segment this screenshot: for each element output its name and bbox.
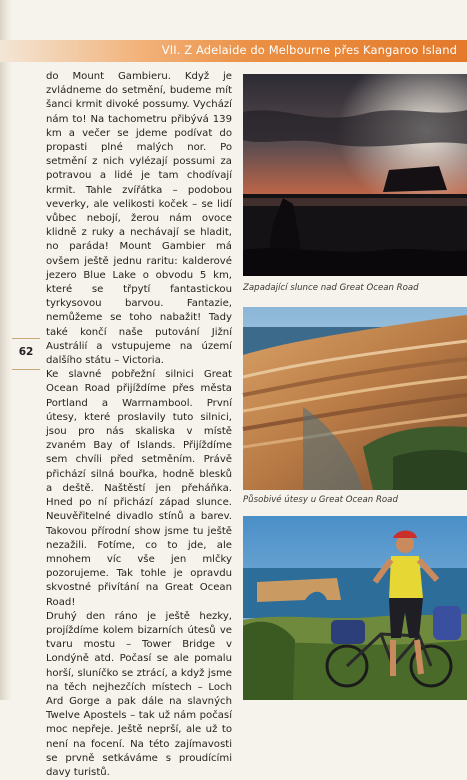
chapter-title: VII. Z Adelaide do Melbourne přes Kangaroo Island: [161, 43, 457, 57]
page-edge: [0, 0, 12, 700]
photo-cliffs: [243, 307, 467, 490]
photo-caption-1: Zapadající slunce nad Great Ocean Road: [243, 283, 419, 293]
article-body: [46, 70, 232, 778]
photo-caption-2: Působivé útesy u Great Ocean Road: [243, 495, 398, 505]
paragraph-3: Druhý den ráno je ještě hezky, projíždíme kolem bizarních útesů ve tvaru mostu – Tower Bridge v Londýně atd. Počasí se ale pomalu horší, sluníčko se ztrácí, a když jsme na těch nejhezčích místech – Loch Ard Gorge a pak dále na slavných Twelve Apostels – tak už nám počasí moc nepřeje. Ještě neprší, ale už to není na focení. Na této zajímavosti se prvně setkáváme s proudícími davy turistů.: [46, 610, 232, 778]
chapter-header-bar: [0, 40, 467, 62]
page-number: 62: [18, 346, 34, 358]
paragraph-2: Ke slavné pobřežní silnici Great Ocean Road přijíždíme přes města Portland a Warrnambool. První útesy, které proslavily tuto silnici, jsou pro nás skaliska v místě zvaném Bay of Islands. Přijíždíme sem chvíli před setměním. Právě přichází silná bouřka, hodně blesků a deště. Naštěstí jen přeháňka. Hned po ní přichází západ slunce. Neuvěřitelné divadlo stínů a barev. Takovou přírodní show jsme tu ještě nezažili. Fotíme, co to jde, ale mnohem víc vše jen mlčky pozorujeme. Tak tohle je opravdu skvostné přivítání na Great Ocean Road!: [46, 369, 232, 608]
page-number-box: [12, 338, 40, 370]
photo-sunset: [243, 74, 467, 276]
photo-cyclist: [243, 516, 467, 700]
paragraph-1: do Mount Gambieru. Když je zvládneme do setmění, budeme mít šanci krmit divoké possumy. Vychází nám to! Na tachometru přibývá 139 km a večer se jdeme podívat do propasti plné malých nor. Po setmění z nich vylézají possumi za potravou a lidé je tam chodívají krmit. Tahle zvířátka – podobou veverky, ale velikosti koček – se lidí vůbec nebojí, žerou nám ovoce klidně z ruky a nechávají se hladit, no paráda! Mount Gambier má ovšem ještě jednu raritu: kalderové jezero Blue Lake o obvodu 5 km, které se třpytí fantastickou tyrkysovou barvou. Fantazie, nemůžeme se toho nabažit! Tady také končí naše putování Jižní Austrálií a vstupujeme na území dalšího státu – Victoria.: [46, 71, 232, 367]
